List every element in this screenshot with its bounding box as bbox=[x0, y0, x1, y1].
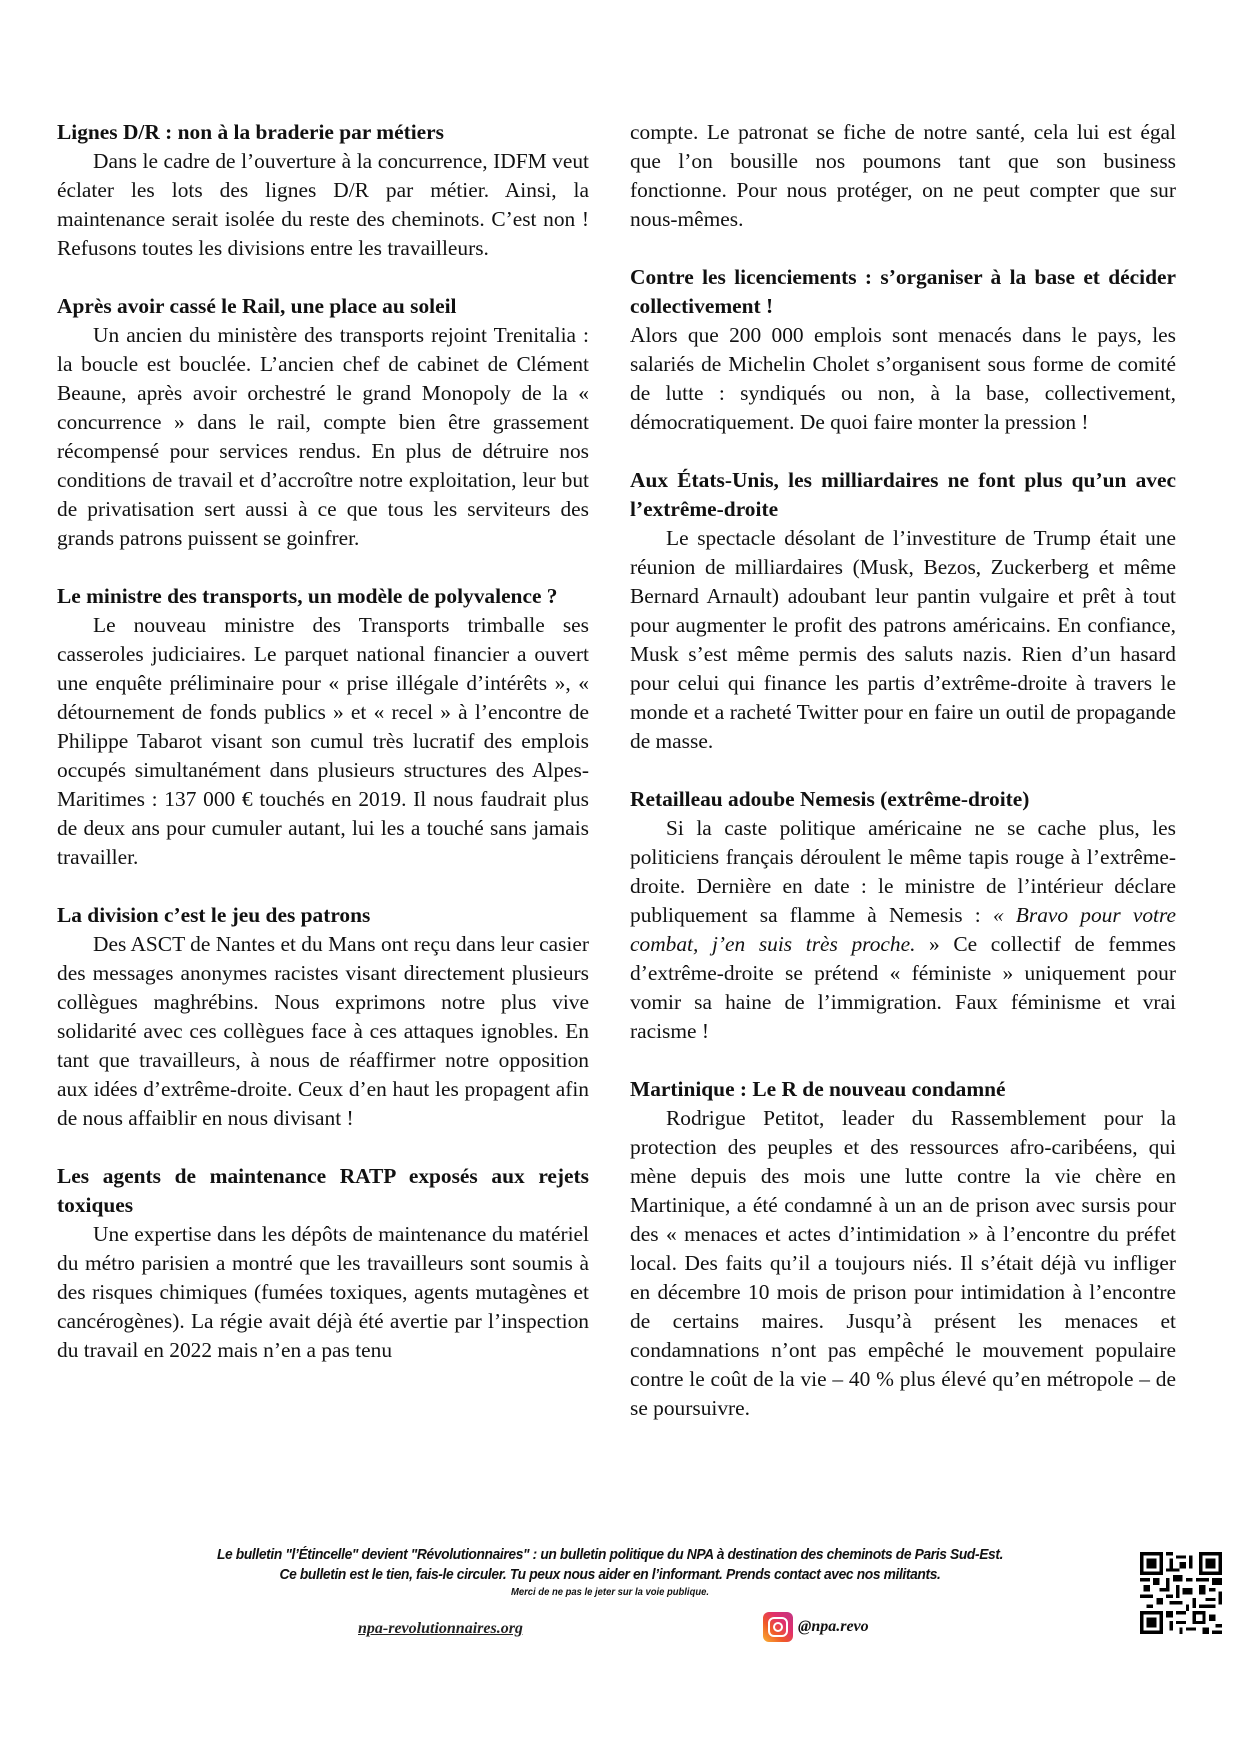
article bbox=[630, 1075, 1176, 1423]
article bbox=[630, 785, 1176, 1046]
article-title: Martinique : Le R de nouveau condamné bbox=[630, 1077, 1006, 1101]
article-title: La division c’est le jeu des patrons bbox=[57, 903, 371, 927]
footer-line-3: Merci de ne pas le jeter sur la voie publique. bbox=[511, 1586, 709, 1598]
article bbox=[630, 263, 1176, 437]
instagram-link[interactable] bbox=[763, 1612, 869, 1642]
article-body: Alors que 200 000 emplois sont menacés dans le pays, les salariés de Michelin Cholet s’organisent sous forme de comité de lutte : syndiqués ou non, à la base, collectivement, démocratiquement. De quoi faire monter la pression ! bbox=[630, 323, 1176, 434]
article-body-text: Si la caste politique américaine ne se cache plus, les politiciens français déroulent le même tapis rouge à l’extrême-droite. Dernière en date : le ministre de l’intérieur déclare publiquement sa flamme à Nemesis : bbox=[630, 816, 1176, 927]
article-body bbox=[630, 814, 1176, 1046]
website-link[interactable]: npa-revolutionnaires.org bbox=[358, 1620, 523, 1637]
footer bbox=[90, 1545, 1130, 1599]
article bbox=[57, 118, 589, 263]
footer-links bbox=[0, 1612, 1241, 1648]
article-title: Contre les licenciements : s’organiser à la base et décider collectivement ! bbox=[630, 265, 1176, 318]
article-title: Les agents de maintenance RATP exposés aux rejets toxiques bbox=[57, 1164, 589, 1217]
article bbox=[57, 582, 589, 872]
instagram-handle: @npa.revo bbox=[798, 1618, 869, 1635]
article-title: Le ministre des transports, un modèle de polyvalence ? bbox=[57, 584, 558, 608]
article bbox=[57, 292, 589, 553]
article-body: Une expertise dans les dépôts de maintenance du matériel du métro parisien a montré que les travailleurs sont soumis à des risques chimiques (fumées toxiques, agents mutagènes et cancérogènes). La régie avait déjà été avertie par l’inspection du travail en 2022 mais n’en a pas tenu bbox=[57, 1222, 589, 1362]
article-title: Lignes D/R : non à la braderie par métiers bbox=[57, 120, 444, 144]
article-body: Rodrigue Petitot, leader du Rassemblement pour la protection des peuples et des ressources afro-caribéens, qui mène depuis des mois une lutte contre la vie chère en Martinique, a été condamné à un an de prison avec sursis pour des « menaces et actes d’intimidation » à l’encontre du préfet local. Des faits qu’il a toujours niés. Il s’était déjà vu infliger en décembre 10 mois de prison pour intimidation à l’encontre de certains maires. Jusqu’à présent les menaces et condamnations n’ont pas empêché le mouvement populaire contre le coût de la vie – 40 % plus élevé qu’en métropole – de se poursuivre. bbox=[630, 1106, 1176, 1420]
footer-line-2: Ce bulletin est le tien, fais-le circuler. Tu peux nous aider en l’informant. Prends contact avec nos militants. bbox=[279, 1566, 941, 1583]
right-column bbox=[630, 118, 1176, 1452]
article-body-text: » Ce collectif de femmes d’extrême-droite se prétend « féministe » uniquement pour vomir sa haine de l’immigration. Faux féminisme et vrai racisme ! bbox=[630, 932, 1176, 1043]
article bbox=[57, 1162, 589, 1365]
article bbox=[630, 466, 1176, 756]
article-body: Des ASCT de Nantes et du Mans ont reçu dans leur casier des messages anonymes racistes visant directement plusieurs collègues maghrébins. Nous exprimons notre plus vive solidarité avec ces collègues face à ces attaques ignobles. En tant que travailleurs, à nous de réaffirmer notre opposition aux idées d’extrême-droite. Ceux d’en haut les propagent afin de nous affaiblir en nous divisant ! bbox=[57, 932, 589, 1130]
article-continuation bbox=[630, 118, 1176, 234]
article bbox=[57, 901, 589, 1133]
article-body: Un ancien du ministère des transports rejoint Trenitalia : la boucle est bouclée. L’ancien chef de cabinet de Clément Beaune, après avoir orchestré le grand Monopoly de la « concurrence » dans le rail, compte bien être grassement récompensé pour services rendus. En plus de détruire nos conditions de travail et d’accroître notre exploitation, leur but de privatisation sert aussi à ce que tous les serviteurs des grands patrons puissent se goinfrer. bbox=[57, 323, 589, 550]
article-body: Dans le cadre de l’ouverture à la concurrence, IDFM veut éclater les lots des lignes D/R par métier. Ainsi, la maintenance serait isolée du reste des cheminots. C’est non ! Refusons toutes les divisions entre les travailleurs. bbox=[57, 149, 589, 260]
article-body: compte. Le patronat se fiche de notre santé, cela lui est égal que l’on bousille nos poumons tant que son business fonctionne. Pour nous protéger, on ne peut compter que sur nous-mêmes. bbox=[630, 120, 1176, 231]
article-title: Aux États-Unis, les milliardaires ne font plus qu’un avec l’extrême-droite bbox=[630, 468, 1176, 521]
article-title: Après avoir cassé le Rail, une place au soleil bbox=[57, 294, 457, 318]
article-body: Le nouveau ministre des Transports trimballe ses casseroles judiciaires. Le parquet national financier a ouvert une enquête préliminaire pour « prise illégale d’intérêts », « détournement de fonds publics » et « recel » à l’encontre de Philippe Tabarot visant son cumul très lucratif des emplois occupés simultanément dans plusieurs structures des Alpes-Maritimes : 137 000 € touchés en 2019. Il nous faudrait plus de deux ans pour cumuler autant, lui les a touché sans jamais travailler. bbox=[57, 613, 589, 869]
article-title: Retailleau adoube Nemesis (extrême-droite) bbox=[630, 787, 1030, 811]
footer-line-1: Le bulletin "l’Étincelle" devient "Révolutionnaires" : un bulletin politique du NPA à destination des cheminots de Paris Sud-Est. bbox=[216, 1546, 1004, 1563]
quote: « Bravo pour votre combat, j’en suis très proche. bbox=[630, 903, 1176, 956]
left-column bbox=[57, 118, 589, 1394]
qr-code bbox=[1140, 1552, 1222, 1634]
article-body: Le spectacle désolant de l’investiture de Trump était une réunion de milliardaires (Musk, Bezos, Zuckerberg et même Bernard Arnault) adoubant leur pantin vulgaire et prêt à tout pour augmenter le profit des patrons américains. En confiance, Musk s’est même permis des saluts nazis. Rien d’un hasard pour celui qui finance les partis d’extrême-droite à travers le monde et a racheté Twitter pour en faire un outil de propagande de masse. bbox=[630, 526, 1176, 753]
instagram-icon bbox=[763, 1612, 793, 1642]
